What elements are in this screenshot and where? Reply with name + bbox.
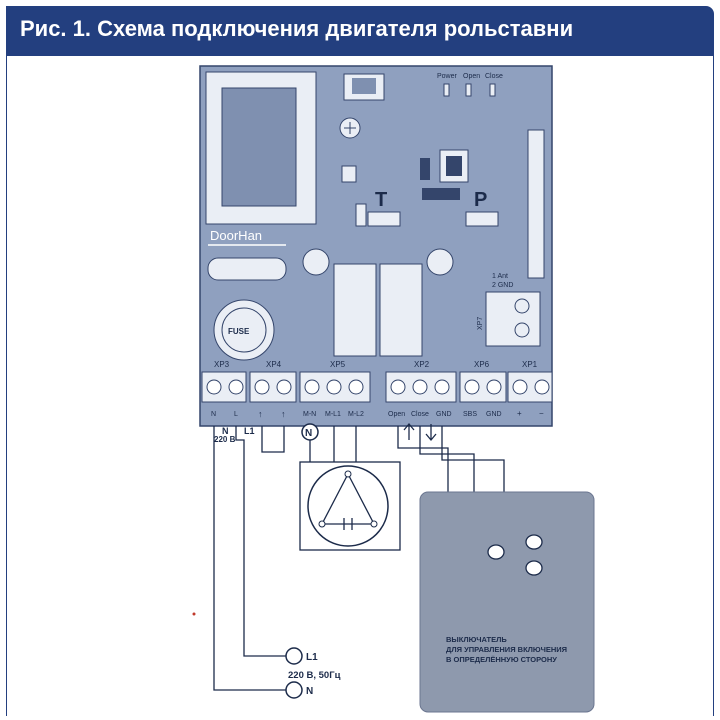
switch-desc-3: В ОПРЕДЕЛЁННУЮ СТОРОНУ [446,655,557,664]
supply-l1-terminal [286,648,302,664]
terminal-m-l1: M-L1 [325,411,341,418]
switch-desc-2: ДЛЯ УПРАВЛЕНИЯ ВКЛЮЧЕНИЯ [446,645,568,654]
led-label-power: Power [437,73,457,80]
brand-label: DoorHan [210,228,263,243]
button-p-label: P [474,189,488,211]
terminal-minus: − [539,409,544,418]
supply-n-terminal [286,682,302,698]
antenna-pin2: 2 GND [492,282,514,289]
terminal-sbs: SBS [463,411,478,418]
supply-voltage-label: 220 В, 50Гц [288,670,341,681]
terminal-close: Close [411,411,429,418]
terminal-open: Open [388,411,406,418]
board-slot [208,258,286,280]
terminal-gnd-2: GND [486,411,502,418]
capacitor-left [303,249,329,275]
switch-box [420,492,594,712]
xp4-label: XP4 [266,360,282,369]
terminal-plus: + [517,409,522,418]
terminal-gnd: GND [436,411,452,418]
button-t [368,212,400,226]
xp3-label: XP3 [214,360,230,369]
light-connector [528,130,544,278]
wire-220-label: 220 В [214,435,236,444]
xp5-label: XP5 [330,360,346,369]
motor [308,466,388,546]
relay-1 [334,264,376,356]
button-p [466,212,498,226]
terminal-m-n: M-N [303,411,317,418]
capacitor-right [427,249,453,275]
motor-n-label: N [305,428,313,439]
supply-l1-label: L1 [306,652,318,663]
figure-title: Рис. 1. Схема подключения двигателя рольставни [20,16,574,41]
terminal-l: L [234,411,238,418]
led-label-close: Close [485,73,503,80]
xp1-label: XP1 [522,360,538,369]
antenna-connector [486,292,540,346]
antenna-connector-name: XP7 [477,316,484,330]
relay-2 [380,264,422,356]
antenna-pin1: 1 Ant [492,273,508,280]
wire-l1-label: L1 [244,426,255,436]
led-label-open: Open [463,73,481,80]
button-t-label: T [375,189,388,211]
wire-n-label: N [222,426,229,436]
xp2-label: XP2 [414,360,430,369]
led-power [444,84,449,96]
led-close [490,84,495,96]
xp6-label: XP6 [474,360,490,369]
switch-desc-1: ВЫКЛЮЧАТЕЛЬ [446,635,507,644]
transformer-core [222,88,296,206]
terminal-m-l2: M-L2 [348,411,364,418]
terminal-n: N [211,411,217,418]
fuse-label: FUSE [228,327,250,336]
terminal-arrow-2: ↑ [281,409,286,419]
red-dot [193,613,196,616]
terminal-arrow-1: ↑ [258,409,263,419]
supply-n-label: N [306,686,314,697]
led-open [466,84,471,96]
